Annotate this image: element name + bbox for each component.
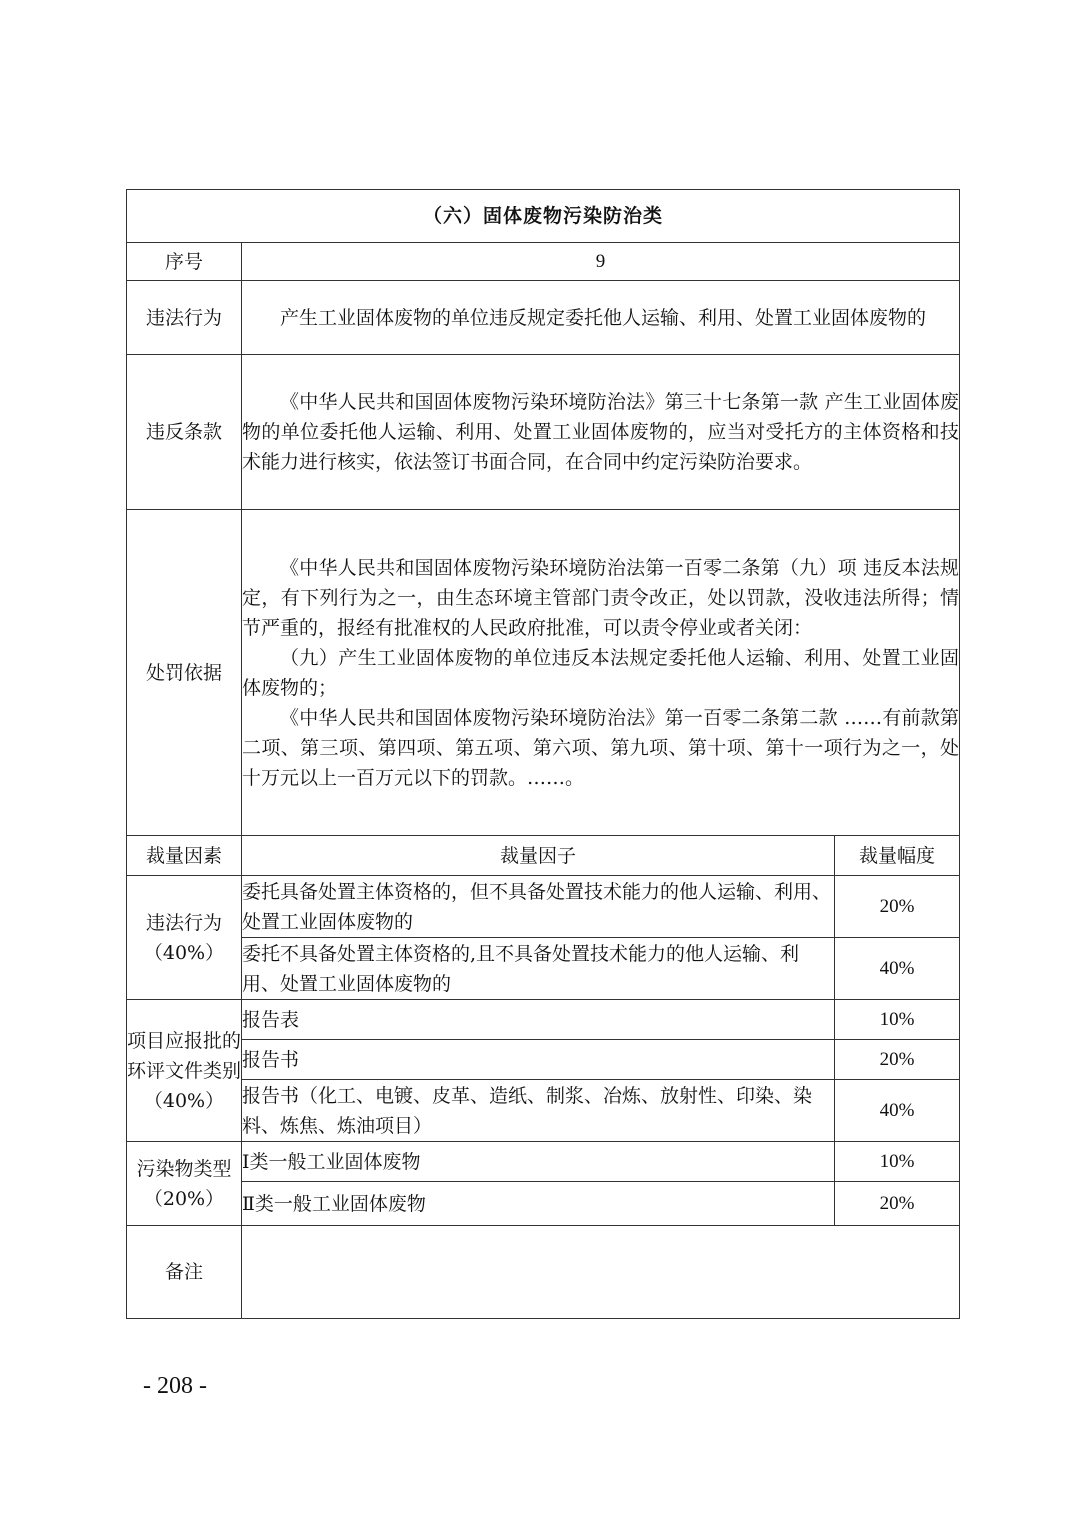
factor-item: 委托不具备处置主体资格的,且不具备处置技术能力的他人运输、利用、处置工业固体废物的 xyxy=(242,938,835,1000)
clause-label: 违反条款 xyxy=(127,355,242,510)
factor-pct: 20% xyxy=(835,1182,960,1226)
violation-cell xyxy=(242,281,960,355)
clause-cell xyxy=(242,355,960,510)
factor-item: 报告书（化工、电镀、皮革、造纸、制浆、冶炼、放射性、印染、染料、炼焦、炼油项目） xyxy=(242,1080,835,1142)
remark-label: 备注 xyxy=(127,1226,242,1319)
violation-text: 产生工业固体废物的单位违反规定委托他人运输、利用、处置工业固体废物的 xyxy=(280,306,927,329)
seq-value: 9 xyxy=(242,243,960,281)
group-name: 项目应报批的环评文件类别（40%） xyxy=(127,1000,242,1142)
factor-item: 报告书 xyxy=(242,1040,835,1080)
clause-text: 《中华人民共和国固体废物污染环境防治法》第三十七条第一款 产生工业固体废物的单位委托他人运输、利用、处置工业固体废物的，应当对受托方的主体资格和技术能力进行核实，依法签订书面合同，在合同中约定污染防治要求。 xyxy=(242,391,960,473)
penalty-standard-table xyxy=(126,189,960,1319)
factor-pct: 40% xyxy=(835,1080,960,1142)
factor-pct: 10% xyxy=(835,1000,960,1040)
factor-item: Ⅰ类一般工业固体废物 xyxy=(242,1142,835,1182)
violation-label: 违法行为 xyxy=(127,281,242,355)
factor-pct: 20% xyxy=(835,1040,960,1080)
basis-paragraph-3: 《中华人民共和国固体废物污染环境防治法》第一百零二条第二款 ……有前款第二项、第三项、第四项、第五项、第六项、第九项、第十项、第十一项行为之一，处十万元以上一百万元以下的罚款。……。 xyxy=(242,706,960,789)
factor-item: Ⅱ类一般工业固体废物 xyxy=(242,1182,835,1226)
basis-paragraph-1: 《中华人民共和国固体废物污染环境防治法第一百零二条第（九）项 违反本法规定，有下列行为之一，由生态环境主管部门责令改正，处以罚款，没收违法所得；情节严重的，报经有批准权的人民政府批准，可以责令停业或者关闭： xyxy=(242,556,960,639)
factor-item: 报告表 xyxy=(242,1000,835,1040)
factor-item-header: 裁量因子 xyxy=(242,836,835,876)
factor-pct: 40% xyxy=(835,938,960,1000)
factor-item: 委托具备处置主体资格的，但不具备处置技术能力的他人运输、利用、处置工业固体废物的 xyxy=(242,876,835,938)
basis-cell xyxy=(242,510,960,836)
factor-header: 裁量因素 xyxy=(127,836,242,876)
basis-paragraph-2: （九）产生工业固体废物的单位违反本法规定委托他人运输、利用、处置工业固体废物的； xyxy=(242,646,960,699)
factor-pct: 10% xyxy=(835,1142,960,1182)
factor-pct: 20% xyxy=(835,876,960,938)
group-name: 污染物类型（20%） xyxy=(127,1142,242,1226)
page-number: - 208 - xyxy=(143,1373,207,1399)
basis-label: 处罚依据 xyxy=(127,510,242,836)
remark-value xyxy=(242,1226,960,1319)
range-header: 裁量幅度 xyxy=(835,836,960,876)
seq-label: 序号 xyxy=(127,243,242,281)
table-title: （六）固体废物污染防治类 xyxy=(127,190,960,243)
group-name: 违法行为（40%） xyxy=(127,876,242,1000)
